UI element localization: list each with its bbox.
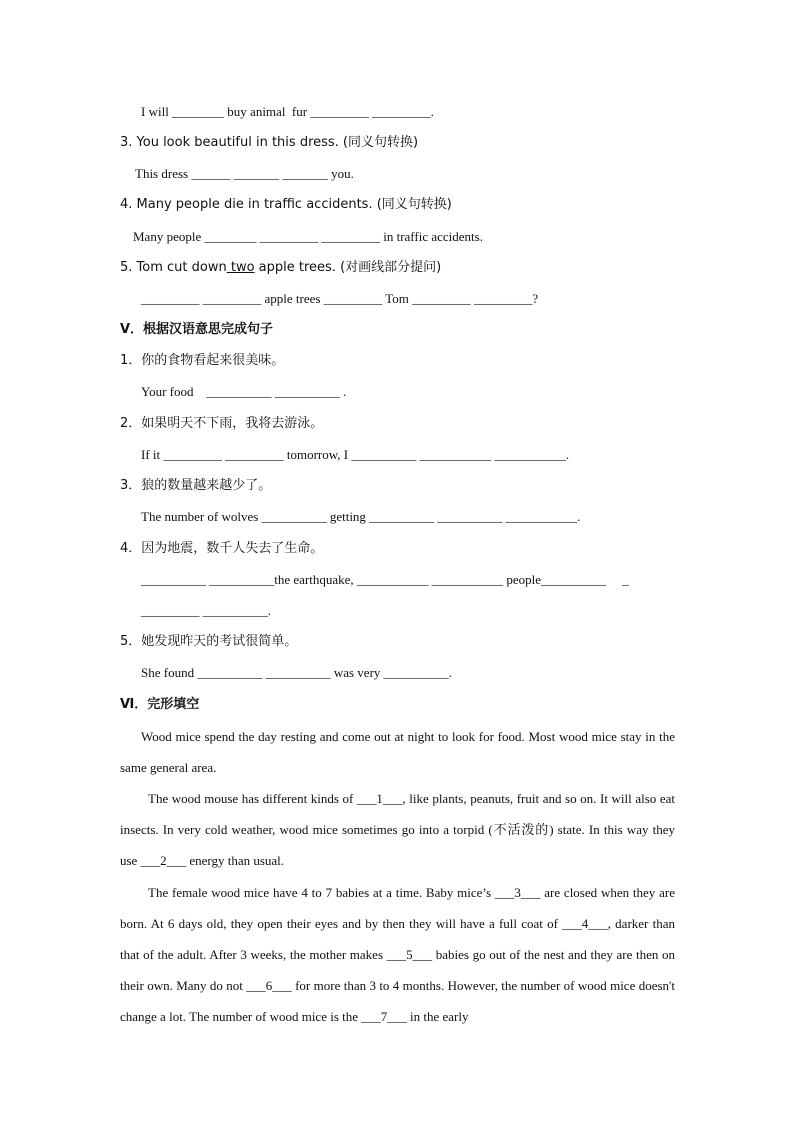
cloze-paragraph-1: Wood mice spend the day resting and come out at night to look for food. Most wood mice stay in the same general area. [120,729,675,775]
section5-item4-answer-continued: _________ __________. [141,603,271,618]
item2-answer-line: I will ________ buy animal fur _________ _________. [141,104,434,119]
section5-item2-answer: If it _________ _________ tomorrow, I __________ ___________ ___________. [141,447,570,462]
section5-item2-question: 2．如果明天不下雨，我将去游泳。 [120,416,324,431]
item5-question-after: apple trees. (对画线部分提问) [254,260,442,275]
item5-underlined-word: two [226,260,255,275]
section5-item1-answer: Your food __________ __________ . [141,384,347,399]
item3-answer-line: This dress ______ _______ _______ you. [135,166,354,181]
cloze-paragraph-2: The wood mouse has different kinds of ___1___, like plants, peanuts, fruit and so on. It will also eat insects. In very cold weather, wood mice sometimes go into a torpid (不活泼的) state. In this way they use ___2___ energy than usual. [120,791,675,868]
item5-answer-line: _________ _________ apple trees _________ Tom _________ _________? [141,291,539,306]
section5-item1-question: 1．你的食物看起来很美味。 [120,353,285,368]
item5-question-before: 5. Tom cut down [120,260,227,275]
item4-question: 4. Many people die in traffic accidents. (同义句转换) [120,197,452,212]
section5-item3-question: 3．狼的数量越来越少了。 [120,478,272,493]
cloze-paragraph-3: The female wood mice have 4 to 7 babies at a time. Baby mice’s ___3___ are closed when they are born. At 6 days old, they open their eyes and by then they will have a full coat of ___4___, darker than that of the adult. After 3 weeks, the mother makes ___5___ babies go out of the nest and they are then on their own. Many do not ___6___ for more than 3 to 4 months. However, the number of wood mice doesn't change a lot. The number of wood mice is the ___7___ in the early [120,885,675,1024]
item3-question: 3. You look beautiful in this dress. (同义句转换) [120,135,419,150]
section6-heading: Ⅵ．完形填空 [120,697,200,712]
section5-item5-answer: She found __________ __________ was very __________. [141,665,452,680]
section5-item4-question: 4．因为地震，数千人失去了生命。 [120,541,324,556]
item5-question [120,260,441,276]
section5-item3-answer: The number of wolves __________ getting __________ __________ ___________. [141,509,581,524]
section5-heading: Ⅴ．根据汉语意思完成句子 [120,322,274,337]
item4-answer-line: Many people ________ _________ _________ in traffic accidents. [133,229,483,244]
section5-item4-answer: __________ __________the earthquake, ___________ ___________ people__________ _ [141,572,629,587]
section5-item5-question: 5．她发现昨天的考试很简单。 [120,634,298,649]
